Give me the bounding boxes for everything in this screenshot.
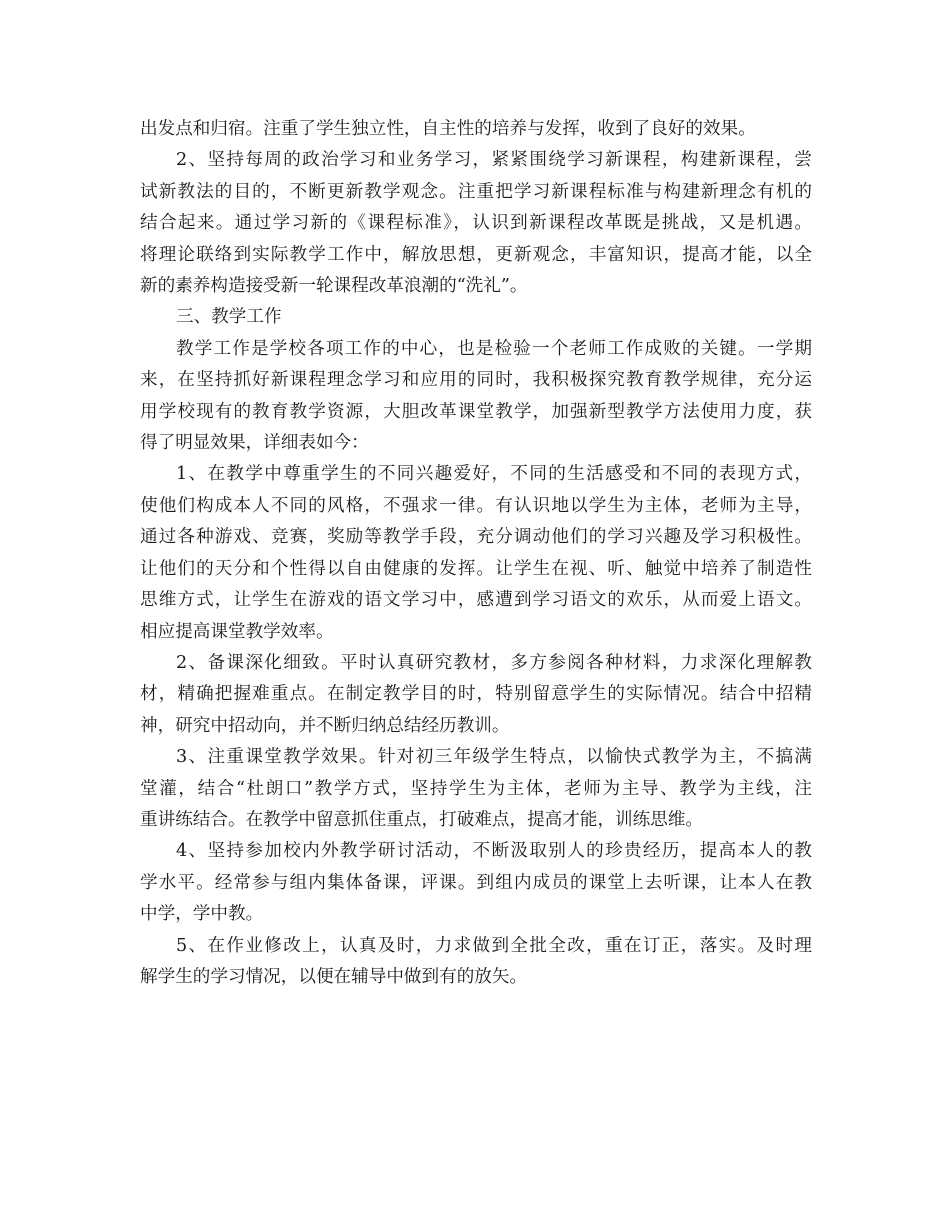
text-line: 学水平。经常参与组内集体备课，评课。到组内成员的课堂上去听课，让本人在教 xyxy=(140,872,812,893)
text-line: 思维方式，让学生在游戏的语文学习中，感遭到学习语文的欢乐，从而爱上语文。 xyxy=(140,590,812,611)
paragraph-7 xyxy=(140,836,812,930)
text-line: 解学生的学习情况，以便在辅导中做到有的放矢。 xyxy=(140,966,528,987)
section-heading xyxy=(140,302,812,333)
text-line: 1、在教学中尊重学生的不同兴趣爱好，不同的生活感受和不同的表现方式， xyxy=(176,464,812,485)
text-line: 新的素养构造接受新一轮课程改革浪潮的“洗礼”。 xyxy=(140,276,528,297)
text-line: 结合起来。通过学习新的《课程标准》，认识到新课程改革既是挑战，又是机遇。 xyxy=(140,213,812,234)
text-line: 2、坚持每周的政治学习和业务学习，紧紧围绕学习新课程，构建新课程，尝 xyxy=(176,150,812,171)
text-line: 出发点和归宿。注重了学生独立性，自主性的培养与发挥，收到了良好的效果。 xyxy=(140,119,756,139)
text-line: 得了明显效果，详细表如今： xyxy=(140,433,369,454)
text-line: 用学校现有的教育教学资源，大胆改革课堂教学，加强新型教学方法使用力度，获 xyxy=(140,401,812,422)
text-line: 中学，学中教。 xyxy=(140,904,264,925)
text-line: 来，在坚持抓好新课程理念学习和应用的同时，我积极探究教育教学规律，充分运 xyxy=(140,370,812,391)
text-line: 神，研究中招动向，并不断归纳总结经历教训。 xyxy=(140,715,510,736)
text-line: 试新教法的目的，不断更新教学观念。注重把学习新课程标准与构建新理念有机的 xyxy=(140,181,812,202)
text-line: 教学工作是学校各项工作的中心，也是检验一个老师工作成败的关键。一学期 xyxy=(176,338,812,359)
text-line: 相应提高课堂教学效率。 xyxy=(140,621,334,642)
text-line: 使他们构成本人不同的风格，不强求一律。有认识地以学生为主体，老师为主导， xyxy=(140,495,812,516)
text-line: 堂灌，结合“杜朗口”教学方式，坚持学生为主体，老师为主导、教学为主线，注 xyxy=(140,778,812,799)
paragraph-5 xyxy=(140,648,812,742)
text-line: 4、坚持参加校内外教学研讨活动，不断汲取别人的珍贵经历，提高本人的教 xyxy=(176,841,812,862)
text-line: 5、在作业修改上，认真及时，力求做到全批全改，重在订正，落实。及时理 xyxy=(176,935,812,956)
text-line: 通过各种游戏、竞赛，奖励等教学手段，充分调动他们的学习兴趣及学习积极性。 xyxy=(140,527,812,548)
text-line: 材，精确把握难重点。在制定教学目的时，特别留意学生的实际情况。结合中招精 xyxy=(140,684,812,705)
paragraph-2 xyxy=(140,145,812,302)
document-body xyxy=(140,114,812,993)
paragraph-6 xyxy=(140,742,812,836)
text-line: 重讲练结合。在教学中留意抓住重点，打破难点，提高才能，训练思维。 xyxy=(140,809,704,830)
paragraph-8 xyxy=(140,931,812,994)
text-line: 让他们的天分和个性得以自由健康的发挥。让学生在视、听、触觉中培养了制造性 xyxy=(140,558,812,579)
paragraph-3 xyxy=(140,334,812,460)
text-line: 三、教学工作 xyxy=(176,307,282,328)
paragraph-4 xyxy=(140,459,812,647)
text-line: 3、注重课堂教学效果。针对初三年级学生特点，以愉快式教学为主，不搞满 xyxy=(176,747,812,768)
text-line: 2、备课深化细致。平时认真研究教材，多方参阅各种材料，力求深化理解教 xyxy=(176,652,812,673)
paragraph-1 xyxy=(140,114,812,145)
text-line: 将理论联络到实际教学工作中，解放思想，更新观念，丰富知识，提高才能，以全 xyxy=(140,244,812,265)
